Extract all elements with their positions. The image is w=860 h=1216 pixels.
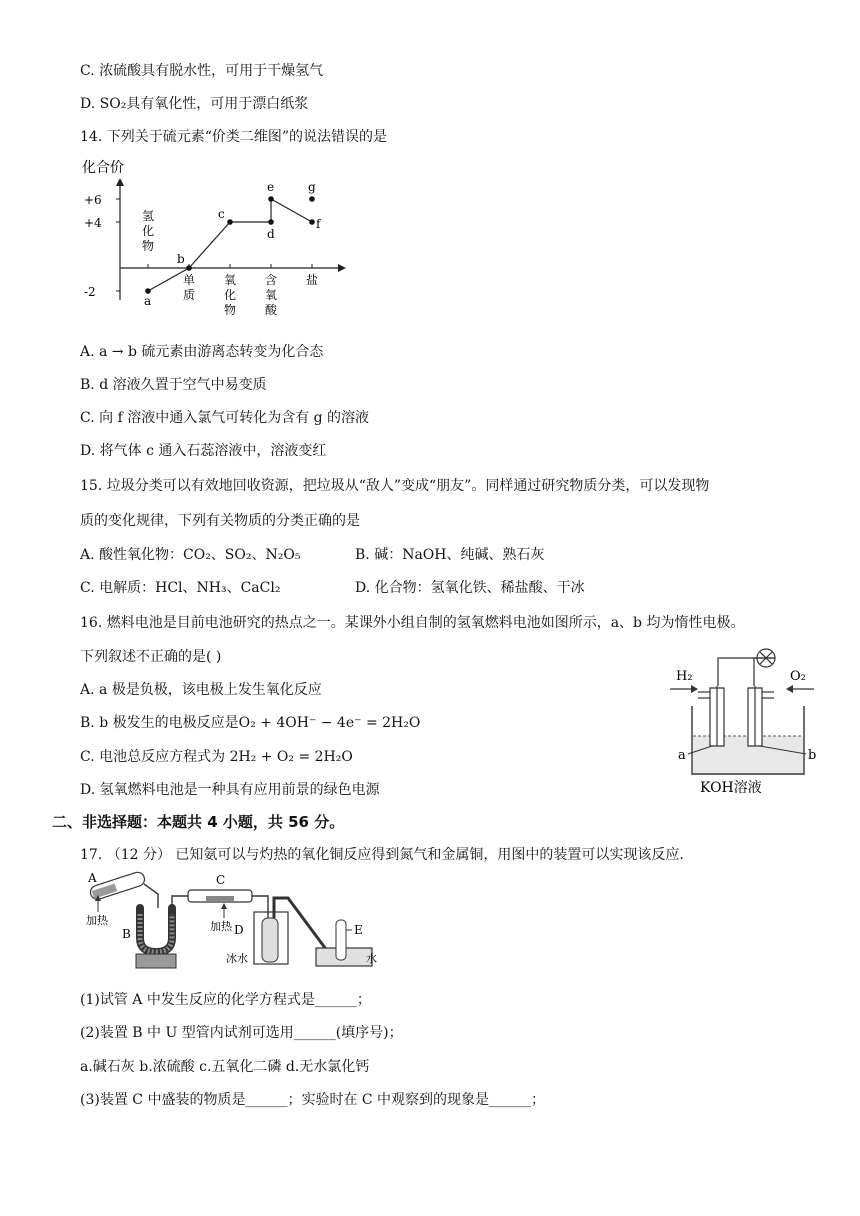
- q16-option-d: D. 氢氧燃料电池是一种具有应用前景的绿色电源: [80, 782, 380, 798]
- point-d: [268, 219, 274, 225]
- label-d: D: [234, 923, 244, 937]
- label-heat-1: 加热: [86, 914, 108, 927]
- point-b: [186, 265, 192, 271]
- category-label: 质: [183, 288, 196, 302]
- category-label: 化: [224, 288, 237, 302]
- electrode-a-label: a: [678, 748, 686, 763]
- label-heat-2: 加热: [210, 920, 232, 933]
- label-a: A: [88, 871, 97, 885]
- q16-option-c: C. 电池总反应方程式为 2H₂ + O₂ = 2H₂O: [80, 749, 353, 765]
- point-label-a: a: [144, 294, 152, 308]
- label-e: E: [354, 923, 363, 937]
- o2-label: O₂: [790, 669, 806, 684]
- q17-sub-3: (3)装置 C 中盛装的物质是______；实验时在 C 中观察到的现象是______；: [80, 1092, 546, 1108]
- option-d-prev: D. SO₂具有氧化性，可用于漂白纸浆: [80, 96, 309, 112]
- series-line: [189, 222, 230, 268]
- sulfur-valence-chart: [80, 152, 370, 324]
- point-label-f: f: [316, 217, 321, 231]
- q15-option-d: D. 化合物：氢氧化铁、稀盐酸、干冰: [355, 580, 585, 596]
- h2-label: H₂: [676, 669, 693, 684]
- q16-option-b: B. b 极发生的电极反应是O₂ + 4OH⁻ − 4e⁻ = 2H₂O: [80, 715, 421, 731]
- fuel-cell-diagram: [670, 646, 830, 796]
- q15-option-c: C. 电解质：HCl、NH₃、CaCl₂: [80, 580, 281, 596]
- q14-option-c: C. 向 f 溶液中通入氯气可转化为含有 g 的溶液: [80, 410, 370, 426]
- q17-sub-2-options: a.碱石灰 b.浓硫酸 c.五氧化二磷 d.无水氯化钙: [80, 1059, 370, 1075]
- category-label: 单: [183, 273, 196, 287]
- series-line: [271, 199, 312, 222]
- category-label: 氧: [265, 288, 278, 302]
- option-c-prev: C. 浓硫酸具有脱水性，可用于干燥氢气: [80, 63, 324, 79]
- q17-sub-2: (2)装置 B 中 U 型管内试剂可选用______(填序号)；: [80, 1025, 403, 1041]
- ammonia-apparatus-diagram: [84, 868, 384, 974]
- point-e: [268, 196, 274, 202]
- category-label: 氧: [224, 273, 237, 287]
- question-16: 16. 燃料电池是目前电池研究的热点之一。某课外小组自制的氢氧燃料电池如图所示，a、b 均为惰性电极。: [80, 615, 745, 631]
- category-label: 物: [224, 303, 237, 317]
- q14-option-a: A. a → b 硫元素由游离态转变为化合态: [80, 344, 324, 360]
- question-15: 15. 垃圾分类可以有效地回收资源，把垃圾从“敌人”变成“朋友”。同样通过研究物质分类，可以发现物: [80, 478, 710, 494]
- point-a: [145, 288, 151, 294]
- y-tick-label: -2: [84, 285, 96, 299]
- chart-ylabel: 化合价: [82, 160, 124, 176]
- category-label: 含: [265, 273, 278, 287]
- y-tick-label: +4: [84, 216, 102, 230]
- solution-label: KOH溶液: [700, 780, 762, 796]
- point-label-e: e: [267, 180, 275, 194]
- q14-option-b: B. d 溶液久置于空气中易变质: [80, 377, 267, 393]
- point-label-c: c: [218, 207, 225, 221]
- question-14: 14. 下列关于硫元素“价类二维图”的说法错误的是: [80, 129, 388, 145]
- label-c: C: [216, 873, 226, 887]
- point-f: [309, 219, 315, 225]
- category-label: 酸: [265, 303, 278, 317]
- electrode-b-label: b: [808, 748, 817, 763]
- point-label-d: d: [267, 227, 275, 241]
- question-15-cont: 质的变化规律，下列有关物质的分类正确的是: [80, 513, 360, 529]
- q15-option-b: B. 碱：NaOH、纯碱、熟石灰: [355, 547, 545, 563]
- q16-option-a: A. a 极是负极，该电极上发生氧化反应: [80, 682, 322, 698]
- point-g: [309, 196, 315, 202]
- point-c: [227, 219, 233, 225]
- q17-sub-1: (1)试管 A 中发生反应的化学方程式是______；: [80, 992, 371, 1008]
- category-label: 物: [142, 239, 155, 253]
- category-label: 氢: [142, 209, 155, 223]
- point-label-b: b: [177, 252, 185, 266]
- point-label-g: g: [308, 180, 316, 194]
- section-2-heading: 二、非选择题：本题共 4 小题，共 56 分。: [52, 813, 345, 831]
- label-b: B: [122, 927, 131, 941]
- question-16-cont: 下列叙述不正确的是( ): [80, 649, 222, 665]
- question-17: 17. （12 分） 已知氨可以与灼热的氧化铜反应得到氮气和金属铜，用图中的装置可以实现该反应.: [80, 847, 684, 863]
- category-label: 化: [142, 224, 155, 238]
- q14-option-d: D. 将气体 c 通入石蕊溶液中，溶液变红: [80, 443, 327, 459]
- q15-option-a: A. 酸性氧化物：CO₂、SO₂、N₂O₅: [80, 547, 301, 563]
- label-ice-water: 冰水: [226, 952, 248, 965]
- category-label: 盐: [306, 273, 319, 287]
- y-tick-label: +6: [84, 193, 102, 207]
- label-water: 水: [366, 952, 377, 965]
